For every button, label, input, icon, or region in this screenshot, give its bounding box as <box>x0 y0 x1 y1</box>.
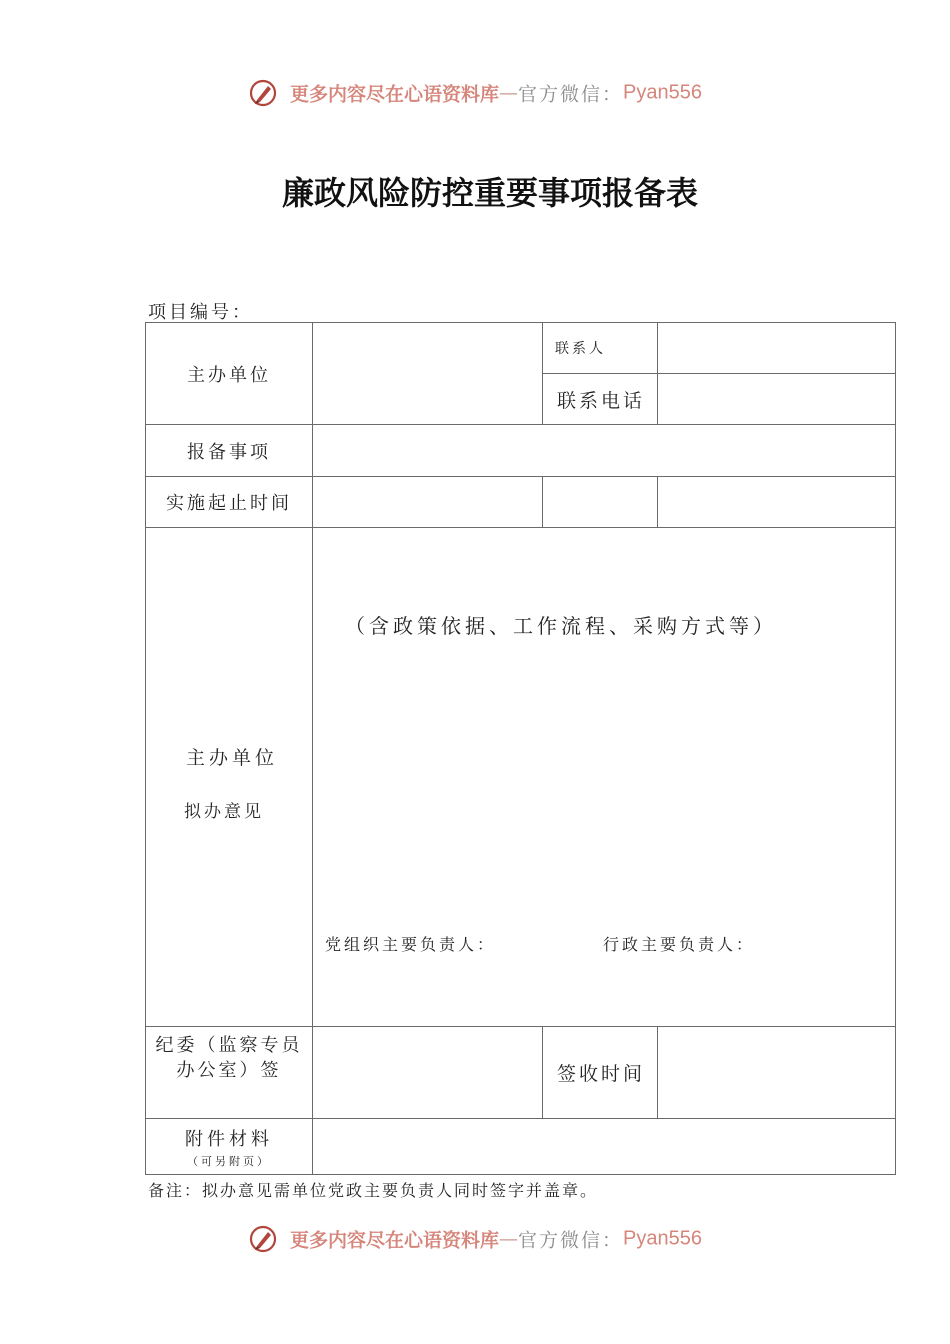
opinion-label-line1: 主办单位 <box>186 746 279 769</box>
table-row <box>146 1119 896 1175</box>
watermark-dash: — <box>499 1228 519 1250</box>
admin-leader-label: 行政主要负责人： <box>603 935 756 954</box>
watermark-id: Pyan556 <box>623 1227 703 1250</box>
watermark-bottom <box>0 1224 950 1254</box>
attachments-field[interactable] <box>313 1119 896 1175</box>
pen-logo-icon <box>248 78 278 108</box>
watermark-id: Pyan556 <box>623 81 703 104</box>
opinion-label-line2: 拟办意见 <box>184 801 264 822</box>
project-number-label: 项目编号： <box>148 302 253 323</box>
commission-sign-label: 纪委（监察专员办公室）签 <box>146 1027 313 1119</box>
party-leader-label: 党组织主要负责人： <box>325 935 497 954</box>
table-row <box>146 477 896 528</box>
watermark-label: 官方微信： <box>518 83 624 106</box>
contact-person-label: 联系人 <box>543 323 658 374</box>
table-row <box>146 1027 896 1119</box>
contact-person-field[interactable] <box>658 323 896 374</box>
table-row <box>146 528 896 1027</box>
watermark-top <box>0 78 950 108</box>
host-unit-field[interactable] <box>313 323 543 425</box>
attachments-note: （可另附页） <box>187 1154 271 1168</box>
receipt-time-label: 签收时间 <box>543 1027 658 1119</box>
table-row <box>146 323 896 374</box>
table-row <box>146 425 896 477</box>
pen-logo-icon <box>248 1224 278 1254</box>
opinion-label-cell <box>146 528 313 1027</box>
period-field-2[interactable] <box>543 477 658 528</box>
watermark-text: 更多内容尽在心语资料库 <box>290 83 500 106</box>
period-label: 实施起止时间 <box>146 477 313 528</box>
commission-sign-field[interactable] <box>313 1027 543 1119</box>
watermark-dash: — <box>499 82 519 104</box>
period-field-1[interactable] <box>313 477 543 528</box>
remark-note: 备注：拟办意见需单位党政主要负责人同时签字并盖章。 <box>148 1181 599 1200</box>
host-unit-label: 主办单位 <box>146 323 313 425</box>
watermark-label: 官方微信： <box>518 1229 624 1252</box>
report-form-table <box>145 322 896 1175</box>
receipt-time-field[interactable] <box>658 1027 896 1119</box>
report-item-label: 报备事项 <box>146 425 313 477</box>
period-field-3[interactable] <box>658 477 896 528</box>
opinion-field[interactable] <box>313 528 896 1027</box>
document-title: 廉政风险防控重要事项报备表 <box>281 174 698 212</box>
report-item-field[interactable] <box>313 425 896 477</box>
attachments-label: 附件材料 <box>185 1128 273 1150</box>
contact-phone-label: 联系电话 <box>543 374 658 425</box>
contact-phone-field[interactable] <box>658 374 896 425</box>
opinion-hint: （含政策依据、工作流程、采购方式等） <box>345 614 777 638</box>
attachments-label-cell <box>146 1119 313 1175</box>
watermark-text: 更多内容尽在心语资料库 <box>290 1229 500 1252</box>
